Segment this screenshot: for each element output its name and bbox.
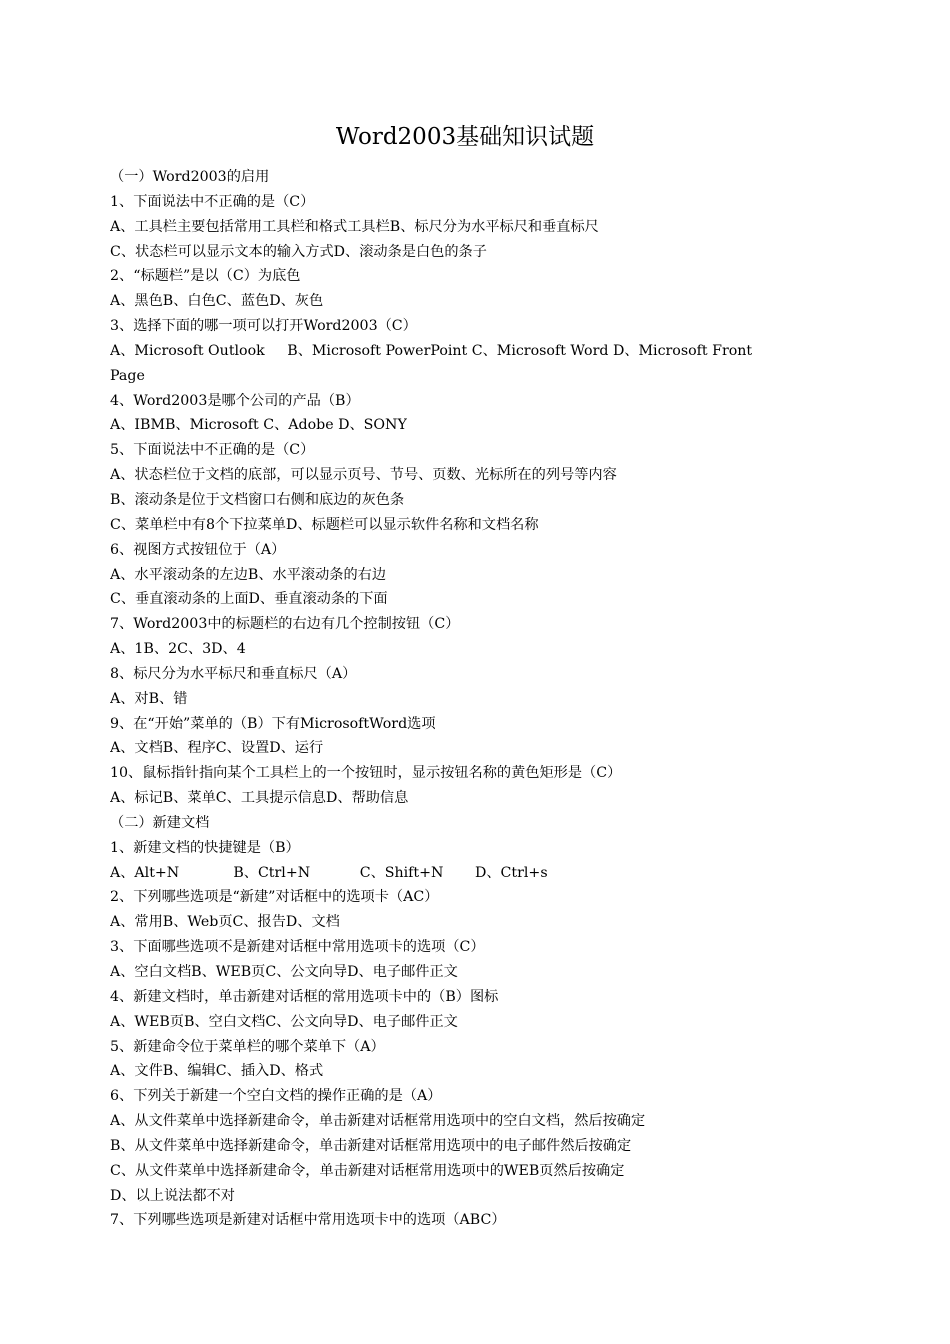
text-line: 6、下列关于新建一个空白文档的操作正确的是（A） <box>110 1088 442 1105</box>
text-line: 1、下面说法中不正确的是（C） <box>110 193 315 210</box>
text-line: A、1B、2C、3D、4 <box>110 641 246 658</box>
text-line: （二）新建文档 <box>110 814 210 831</box>
text-line: A、对B、错 <box>110 690 188 707</box>
text-line: A、IBMB、Microsoft C、Adobe D、SONY <box>110 417 407 434</box>
text-line: 6、视图方式按钮位于（A） <box>110 541 286 558</box>
text-line: 7、下列哪些选项是新建对话框中常用选项卡中的选项（ABC） <box>110 1212 506 1229</box>
text-line: C、状态栏可以显示文本的输入方式D、滚动条是白色的条子 <box>110 243 487 260</box>
text-line: 10、鼠标指针指向某个工具栏上的一个按钮时，显示按钮名称的黄色矩形是（C） <box>110 765 622 782</box>
text-line: （一）Word2003的启用 <box>110 169 270 185</box>
text-line: B、滚动条是位于文档窗口右侧和底边的灰色条 <box>110 491 405 508</box>
document-body <box>110 165 840 1233</box>
text-line: 3、下面哪些选项不是新建对话框中常用选项卡的选项（C） <box>110 939 485 956</box>
text-line: A、从文件菜单中选择新建命令，单击新建对话框常用选项中的空白文档，然后按确定 <box>110 1113 646 1130</box>
text-line: A、文件B、编辑C、插入D、格式 <box>110 1063 324 1080</box>
text-line: A、水平滚动条的左边B、水平滚动条的右边 <box>110 566 387 583</box>
text-line: C、从文件菜单中选择新建命令，单击新建对话框常用选项中的WEB页然后按确定 <box>110 1162 625 1179</box>
text-line: A、空白文档B、WEB页C、公文向导D、电子邮件正文 <box>110 964 458 980</box>
text-line: A、黑色B、白色C、蓝色D、灰色 <box>110 293 324 310</box>
text-line: 4、新建文档时，单击新建对话框的常用选项卡中的（B）图标 <box>110 988 499 1005</box>
text-line: 7、Word2003中的标题栏的右边有几个控制按钮（C） <box>110 616 460 633</box>
text-line: 5、新建命令位于菜单栏的哪个菜单下（A） <box>110 1038 385 1055</box>
text-line: 5、下面说法中不正确的是（C） <box>110 442 315 459</box>
text-line: 1、新建文档的快捷键是（B） <box>110 839 300 856</box>
text-line: A、Microsoft Outlook B、Microsoft PowerPoint C、Microsoft Word D、Microsoft Front <box>110 342 753 359</box>
text-line: C、垂直滚动条的上面D、垂直滚动条的下面 <box>110 591 388 608</box>
text-line: C、菜单栏中有8个下拉菜单D、标题栏可以显示软件名称和文档名称 <box>110 516 539 533</box>
text-line: A、Alt+N B、Ctrl+N C、Shift+N D、Ctrl+s <box>110 864 548 881</box>
text-line: A、常用B、Web页C、报告D、文档 <box>110 914 340 931</box>
document-title: Word2003基础知识试题 <box>335 124 595 150</box>
text-line: 3、选择下面的哪一项可以打开Word2003（C） <box>110 318 417 335</box>
text-line: Page <box>110 367 145 384</box>
text-line: 2、“标题栏”是以（C）为底色 <box>110 268 301 285</box>
text-line: 4、Word2003是哪个公司的产品（B） <box>110 392 360 409</box>
text-line: A、标记B、菜单C、工具提示信息D、帮助信息 <box>110 790 409 807</box>
text-line: 8、标尺分为水平标尺和垂直标尺（A） <box>110 665 357 682</box>
text-line: A、工具栏主要包括常用工具栏和格式工具栏B、标尺分为水平标尺和垂直标尺 <box>110 218 599 235</box>
text-line: 9、在“开始”菜单的（B）下有MicrosoftWord选项 <box>110 715 436 732</box>
text-line: A、文档B、程序C、设置D、运行 <box>110 740 324 757</box>
text-line: B、从文件菜单中选择新建命令，单击新建对话框常用选项中的电子邮件然后按确定 <box>110 1137 632 1154</box>
text-line: 2、下列哪些选项是“新建”对话框中的选项卡（AC） <box>110 889 439 906</box>
text-line: A、状态栏位于文档的底部，可以显示页号、节号、页数、光标所在的列号等内容 <box>110 467 617 484</box>
text-line: D、以上说法都不对 <box>110 1187 235 1204</box>
text-line: A、WEB页B、空白文档C、公文向导D、电子邮件正文 <box>110 1013 458 1030</box>
